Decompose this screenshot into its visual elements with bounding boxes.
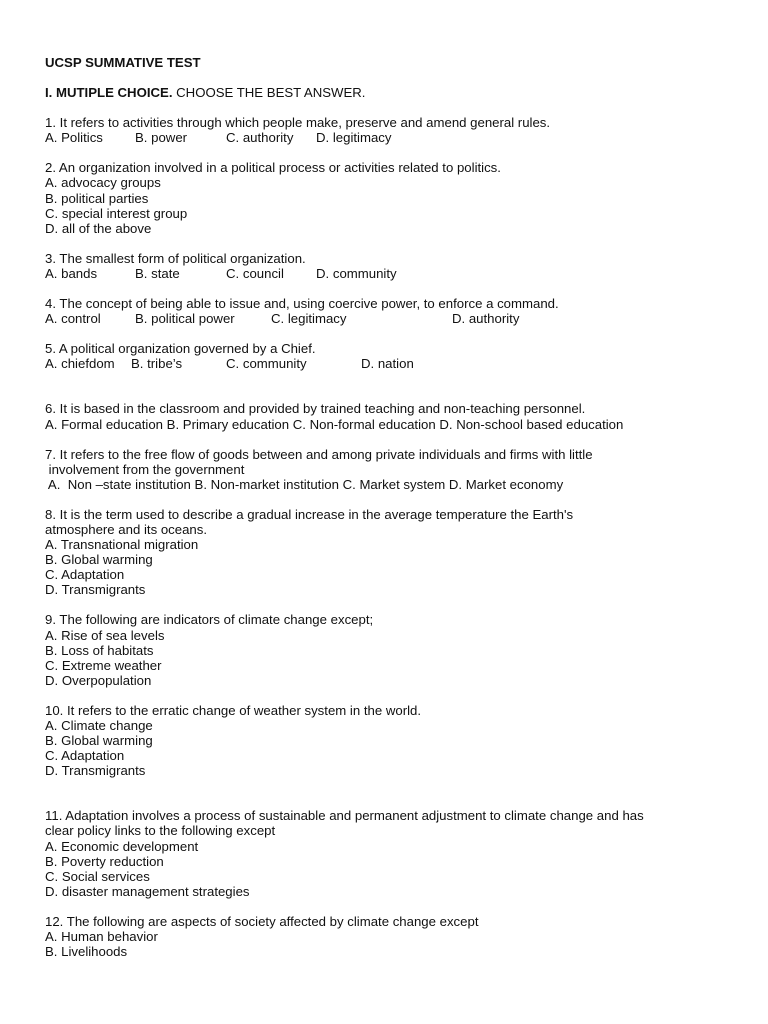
option-d: D. Transmigrants: [45, 763, 146, 779]
question-4: [45, 296, 728, 326]
answer-options: [45, 356, 728, 371]
option-d: D. nation: [361, 356, 414, 372]
question-text: 11. Adaptation involves a process of sustainable and permanent adjustment to climate change and has: [45, 808, 644, 824]
question-3: [45, 251, 728, 281]
question-12: [45, 914, 728, 959]
option-a: A. bands: [45, 265, 98, 281]
question-2: [45, 160, 728, 235]
option-b: B. Poverty reduction: [45, 853, 164, 869]
option-c: C. Adaptation: [45, 748, 125, 764]
option-b: B. Loss of habitats: [45, 642, 154, 658]
question-1: [45, 115, 728, 145]
question-text: 6. It is based in the classroom and provided by trained teaching and non-teaching personnel.: [45, 401, 586, 417]
option-d: D. all of the above: [45, 220, 152, 236]
option-c: C. Social services: [45, 868, 150, 884]
option-b: B. Livelihoods: [45, 944, 128, 960]
option-c: C. Extreme weather: [45, 657, 162, 673]
question-8: [45, 507, 728, 598]
option-d: D. legitimacy: [316, 130, 392, 146]
question-text: 2. An organization involved in a political process or activities related to politics.: [45, 160, 501, 176]
question-7: [45, 447, 728, 492]
question-6: [45, 401, 728, 431]
question-10: [45, 703, 728, 778]
question-text: 7. It refers to the free flow of goods between and among private individuals and firms with little: [45, 446, 593, 462]
option-a: A. Climate change: [45, 718, 153, 733]
section-heading: [45, 85, 728, 100]
question-text-continued: involvement from the government: [45, 461, 245, 477]
option-a: A. chiefdom: [45, 356, 115, 372]
question-text: 3. The smallest form of political organization.: [45, 250, 306, 266]
option-d: D. authority: [452, 311, 520, 327]
question-text-continued: atmosphere and its oceans.: [45, 521, 208, 537]
question-text: 9. The following are indicators of climate change except;: [45, 612, 374, 628]
option-a: A. Politics: [45, 130, 103, 146]
option-b: B. power: [135, 130, 188, 146]
question-text: 5. A political organization governed by a Chief.: [45, 341, 316, 357]
question-11: [45, 808, 728, 899]
option-b: B. Global warming: [45, 733, 153, 749]
option-d: D. Overpopulation: [45, 672, 152, 688]
option-c: C. council: [226, 265, 284, 281]
document-title: UCSP SUMMATIVE TEST: [45, 55, 201, 70]
answer-options: A. Formal education B. Primary education C. Non-formal education D. Non-school based education: [45, 416, 624, 432]
option-a: A. advocacy groups: [45, 175, 161, 191]
section-label: I. MUTIPLE CHOICE.: [45, 85, 173, 101]
answer-options: [45, 311, 728, 326]
option-a: A. Rise of sea levels: [45, 627, 165, 643]
option-b: B. political parties: [45, 190, 149, 206]
option-b: B. state: [135, 265, 180, 281]
option-c: C. Adaptation: [45, 567, 125, 583]
option-d: D. Transmigrants: [45, 582, 146, 598]
answer-options: [45, 266, 728, 281]
option-c: C. special interest group: [45, 205, 188, 221]
option-d: D. disaster management strategies: [45, 883, 250, 899]
question-text: 12. The following are aspects of society affected by climate change except: [45, 913, 479, 929]
option-a: A. control: [45, 311, 101, 327]
option-c: C. legitimacy: [271, 311, 347, 327]
question-text: 8. It is the term used to describe a gradual increase in the average temperature the Earth's: [45, 506, 574, 522]
answer-options: A. Non –state institution B. Non-market institution C. Market system D. Market economy: [45, 476, 564, 492]
option-d: D. community: [316, 265, 397, 281]
option-c: C. community: [226, 356, 307, 372]
option-a: A. Economic development: [45, 838, 199, 854]
option-b: B. tribe’s: [131, 356, 183, 372]
option-a: A. Human behavior: [45, 929, 158, 945]
option-c: C. authority: [226, 130, 294, 146]
answer-options: [45, 130, 728, 145]
question-5: [45, 341, 728, 371]
option-b: B. Global warming: [45, 552, 153, 568]
question-text: 4. The concept of being able to issue and, using coercive power, to enforce a command.: [45, 296, 559, 312]
section-instruction: CHOOSE THE BEST ANSWER.: [172, 85, 366, 101]
question-text: 10. It refers to the erratic change of weather system in the world.: [45, 702, 422, 718]
option-b: B. political power: [135, 311, 235, 327]
question-9: [45, 612, 728, 687]
question-text: 1. It refers to activities through which people make, preserve and amend general rules.: [45, 115, 551, 131]
question-text-continued: clear policy links to the following except: [45, 823, 276, 839]
option-a: A. Transnational migration: [45, 537, 199, 553]
